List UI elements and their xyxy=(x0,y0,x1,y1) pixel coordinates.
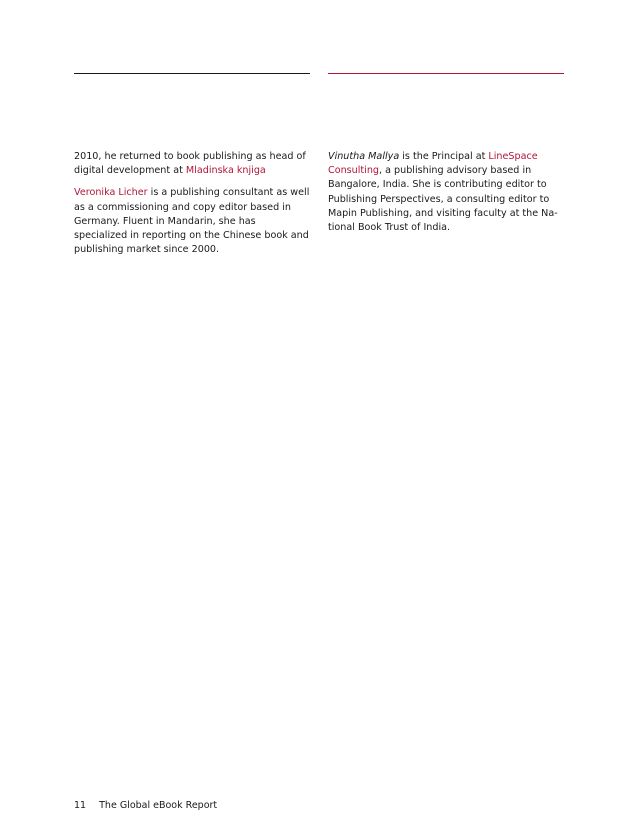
page-number: 11 xyxy=(74,800,87,811)
bio-paragraph-licher xyxy=(74,186,310,257)
bio-name: Vinutha Mallya xyxy=(328,151,400,162)
bio-text: is the Principal at xyxy=(399,151,489,162)
bio-paragraph-mallya xyxy=(328,150,564,235)
right-column xyxy=(328,150,564,243)
left-column-rule xyxy=(74,73,310,74)
right-column-rule xyxy=(328,73,564,74)
bio-text: 2010, he returned to book publishing as head of digital development at xyxy=(74,151,306,177)
left-column xyxy=(74,150,310,265)
bio-paragraph-continued xyxy=(74,150,310,178)
bio-text: , a publishing advisory based in Bangalore, India. She is contributing editor to Publishing Perspectives, a consulting editor to Mapin Publishing, and visiting faculty at the National Book Trust of India. xyxy=(328,165,558,234)
mladinska-knjiga-link[interactable]: Mladinska knjiga xyxy=(185,165,266,177)
report-title: The Global eBook Report xyxy=(99,800,218,811)
page-footer xyxy=(74,800,217,812)
veronika-licher-link[interactable]: Veronika Licher xyxy=(74,187,148,199)
bio-text: is a publishing consultant as well as a commissioning and copy editor based in Germany. Fluent in Mandarin, she has specialized in reporting on the Chinese book and publishing market since 2000. xyxy=(74,187,310,256)
linespace-consulting-link[interactable]: LineSpace Consulting xyxy=(328,151,538,177)
